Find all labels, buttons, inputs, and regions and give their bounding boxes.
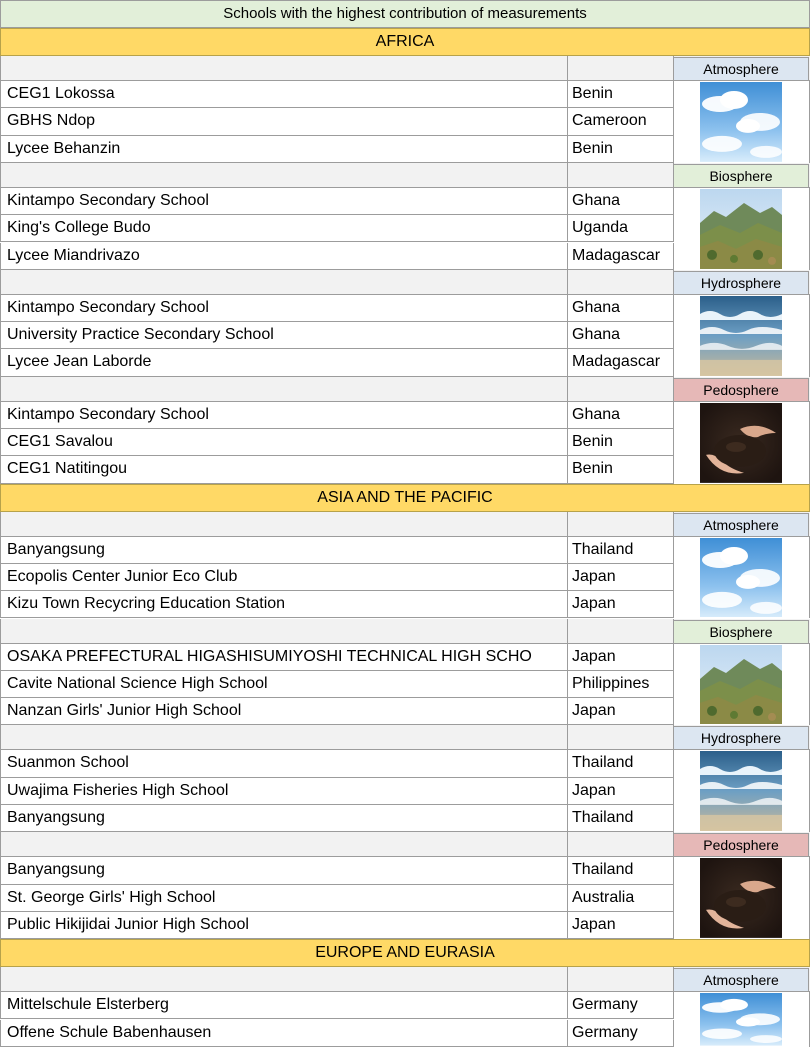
category-label-hydrosphere: Hydrosphere (673, 271, 809, 295)
table-row (0, 429, 674, 456)
table-row (0, 322, 674, 349)
empty-cell (567, 967, 674, 991)
table-row (0, 671, 674, 698)
mountain-vegetation-icon (700, 645, 782, 725)
region-header: AFRICA (0, 28, 810, 56)
mountain-vegetation-icon (700, 189, 782, 269)
empty-cell (567, 377, 674, 401)
empty-cell (567, 56, 674, 80)
sky-clouds-icon (700, 993, 782, 1046)
country-cell: Japan (567, 912, 674, 938)
empty-cell (0, 163, 568, 187)
empty-cell (0, 619, 568, 643)
table-row (0, 912, 674, 939)
table-row (0, 188, 674, 215)
country-cell: Germany (567, 1020, 674, 1046)
sky-clouds-icon (700, 82, 782, 162)
country-cell: Philippines (567, 671, 674, 697)
table-row (0, 108, 674, 135)
country-cell: Japan (567, 564, 674, 590)
school-name-cell: Ecopolis Center Junior Eco Club (0, 564, 568, 590)
country-cell: Thailand (567, 537, 674, 563)
empty-cell (567, 832, 674, 856)
table-row (0, 698, 674, 725)
school-name-cell: GBHS Ndop (0, 108, 568, 134)
school-name-cell: CEG1 Savalou (0, 429, 568, 455)
school-name-cell: CEG1 Lokossa (0, 81, 568, 107)
empty-cell (0, 270, 568, 294)
country-cell: Japan (567, 778, 674, 804)
empty-cell (567, 270, 674, 294)
school-name-cell: Banyangsung (0, 805, 568, 831)
empty-cell (567, 163, 674, 187)
empty-cell (0, 832, 568, 856)
country-cell: Benin (567, 81, 674, 107)
school-name-cell: St. George Girls' High School (0, 885, 568, 911)
table-row (0, 402, 674, 429)
country-cell: Ghana (567, 295, 674, 321)
school-name-cell: King's College Budo (0, 215, 568, 241)
country-cell: Benin (567, 136, 674, 162)
category-label-atmosphere: Atmosphere (673, 57, 809, 81)
school-name-cell: Kintampo Secondary School (0, 402, 568, 428)
country-cell: Japan (567, 644, 674, 670)
empty-cell (567, 725, 674, 749)
table-row (0, 591, 674, 618)
category-label-atmosphere: Atmosphere (673, 968, 809, 992)
country-cell: Ghana (567, 188, 674, 214)
school-name-cell: Banyangsung (0, 857, 568, 883)
country-cell: Cameroon (567, 108, 674, 134)
table-row (0, 805, 674, 832)
table-row (0, 750, 674, 777)
region-header: EUROPE AND EURASIA (0, 939, 810, 967)
school-name-cell: OSAKA PREFECTURAL HIGASHISUMIYOSHI TECHNICAL HIGH SCHO (0, 644, 568, 670)
school-name-cell: Kintampo Secondary School (0, 295, 568, 321)
table-row (0, 537, 674, 564)
country-cell: Ghana (567, 322, 674, 348)
school-name-cell: CEG1 Natitingou (0, 456, 568, 482)
school-name-cell: Banyangsung (0, 537, 568, 563)
country-cell: Thailand (567, 750, 674, 776)
empty-cell (0, 725, 568, 749)
school-name-cell: Nanzan Girls' Junior High School (0, 698, 568, 724)
category-label-biosphere: Biosphere (673, 164, 809, 188)
table-row (0, 564, 674, 591)
school-name-cell: Uwajima Fisheries High School (0, 778, 568, 804)
empty-cell (567, 619, 674, 643)
school-name-cell: Offene Schule Babenhausen (0, 1020, 568, 1046)
school-name-cell: Lycee Miandrivazo (0, 243, 568, 269)
category-label-pedosphere: Pedosphere (673, 833, 809, 857)
soil-hands-icon (700, 858, 782, 938)
ocean-waves-icon (700, 751, 782, 831)
empty-cell (0, 967, 568, 991)
table-row (0, 81, 674, 108)
table-row (0, 992, 674, 1019)
table-row (0, 349, 674, 376)
school-name-cell: Kizu Town Recycring Education Station (0, 591, 568, 617)
table-row (0, 456, 674, 483)
country-cell: Australia (567, 885, 674, 911)
empty-cell (567, 512, 674, 536)
country-cell: Thailand (567, 857, 674, 883)
country-cell: Madagascar (567, 349, 674, 375)
country-cell: Germany (567, 992, 674, 1018)
table-row (0, 295, 674, 322)
table-row (0, 136, 674, 163)
country-cell: Madagascar (567, 243, 674, 269)
table-row (0, 885, 674, 912)
table-row (0, 644, 674, 671)
country-cell: Ghana (567, 402, 674, 428)
country-cell: Benin (567, 456, 674, 482)
category-label-atmosphere: Atmosphere (673, 513, 809, 537)
school-name-cell: Cavite National Science High School (0, 671, 568, 697)
table-row (0, 1020, 674, 1047)
country-cell: Japan (567, 698, 674, 724)
country-cell: Uganda (567, 215, 674, 241)
category-label-pedosphere: Pedosphere (673, 378, 809, 402)
school-name-cell: University Practice Secondary School (0, 322, 568, 348)
ocean-waves-icon (700, 296, 782, 376)
sky-clouds-icon (700, 538, 782, 618)
category-label-biosphere: Biosphere (673, 620, 809, 644)
country-cell: Thailand (567, 805, 674, 831)
category-label-hydrosphere: Hydrosphere (673, 726, 809, 750)
table-row (0, 215, 674, 242)
country-cell: Benin (567, 429, 674, 455)
empty-cell (0, 512, 568, 536)
empty-cell (0, 56, 568, 80)
school-name-cell: Mittelschule Elsterberg (0, 992, 568, 1018)
table-row (0, 857, 674, 884)
country-cell: Japan (567, 591, 674, 617)
school-name-cell: Lycee Behanzin (0, 136, 568, 162)
school-name-cell: Lycee Jean Laborde (0, 349, 568, 375)
table-row (0, 243, 674, 270)
sheet-title: Schools with the highest contribution of measurements (0, 0, 810, 28)
school-name-cell: Public Hikijidai Junior High School (0, 912, 568, 938)
table-row (0, 778, 674, 805)
school-name-cell: Kintampo Secondary School (0, 188, 568, 214)
empty-cell (0, 377, 568, 401)
school-name-cell: Suanmon School (0, 750, 568, 776)
region-header: ASIA AND THE PACIFIC (0, 484, 810, 512)
soil-hands-icon (700, 403, 782, 483)
